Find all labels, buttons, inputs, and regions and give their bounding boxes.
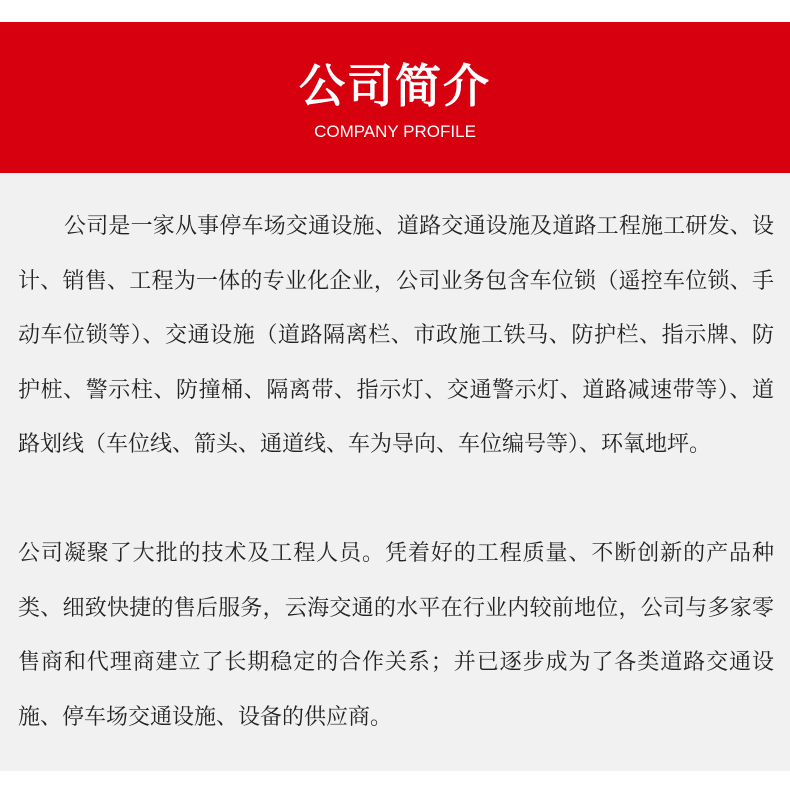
company-profile-content (0, 173, 790, 771)
profile-paragraph-2: 公司凝聚了大批的技术及工程人员。凭着好的工程质量、不断创新的产品种类、细致快捷的售后服务，云海交通的水平在行业内较前地位，公司与多家零售商和代理商建立了长期稳定的合作关系；并已逐步成为了各类道路交通设施、停车场交通设施、设备的供应商。 (18, 541, 774, 730)
page-subtitle: COMPANY PROFILE (314, 122, 476, 141)
page-title: 公司简介 (299, 59, 491, 113)
header-banner (0, 22, 790, 173)
profile-paragraph-1: 公司是一家从事停车场交通设施、道路交通设施及道路工程施工研发、设计、销售、工程为一体的专业化企业，公司业务包含车位锁（遥控车位锁、手动车位锁等）、交通设施（道路隔离栏、市政施工铁马、防护栏、指示牌、防护桩、警示柱、防撞桶、隔离带、指示灯、交通警示灯、道路减速带等）、道路划线（车位线、箭头、通道线、车为导向、车位编号等）、环氧地坪。 (18, 214, 774, 457)
